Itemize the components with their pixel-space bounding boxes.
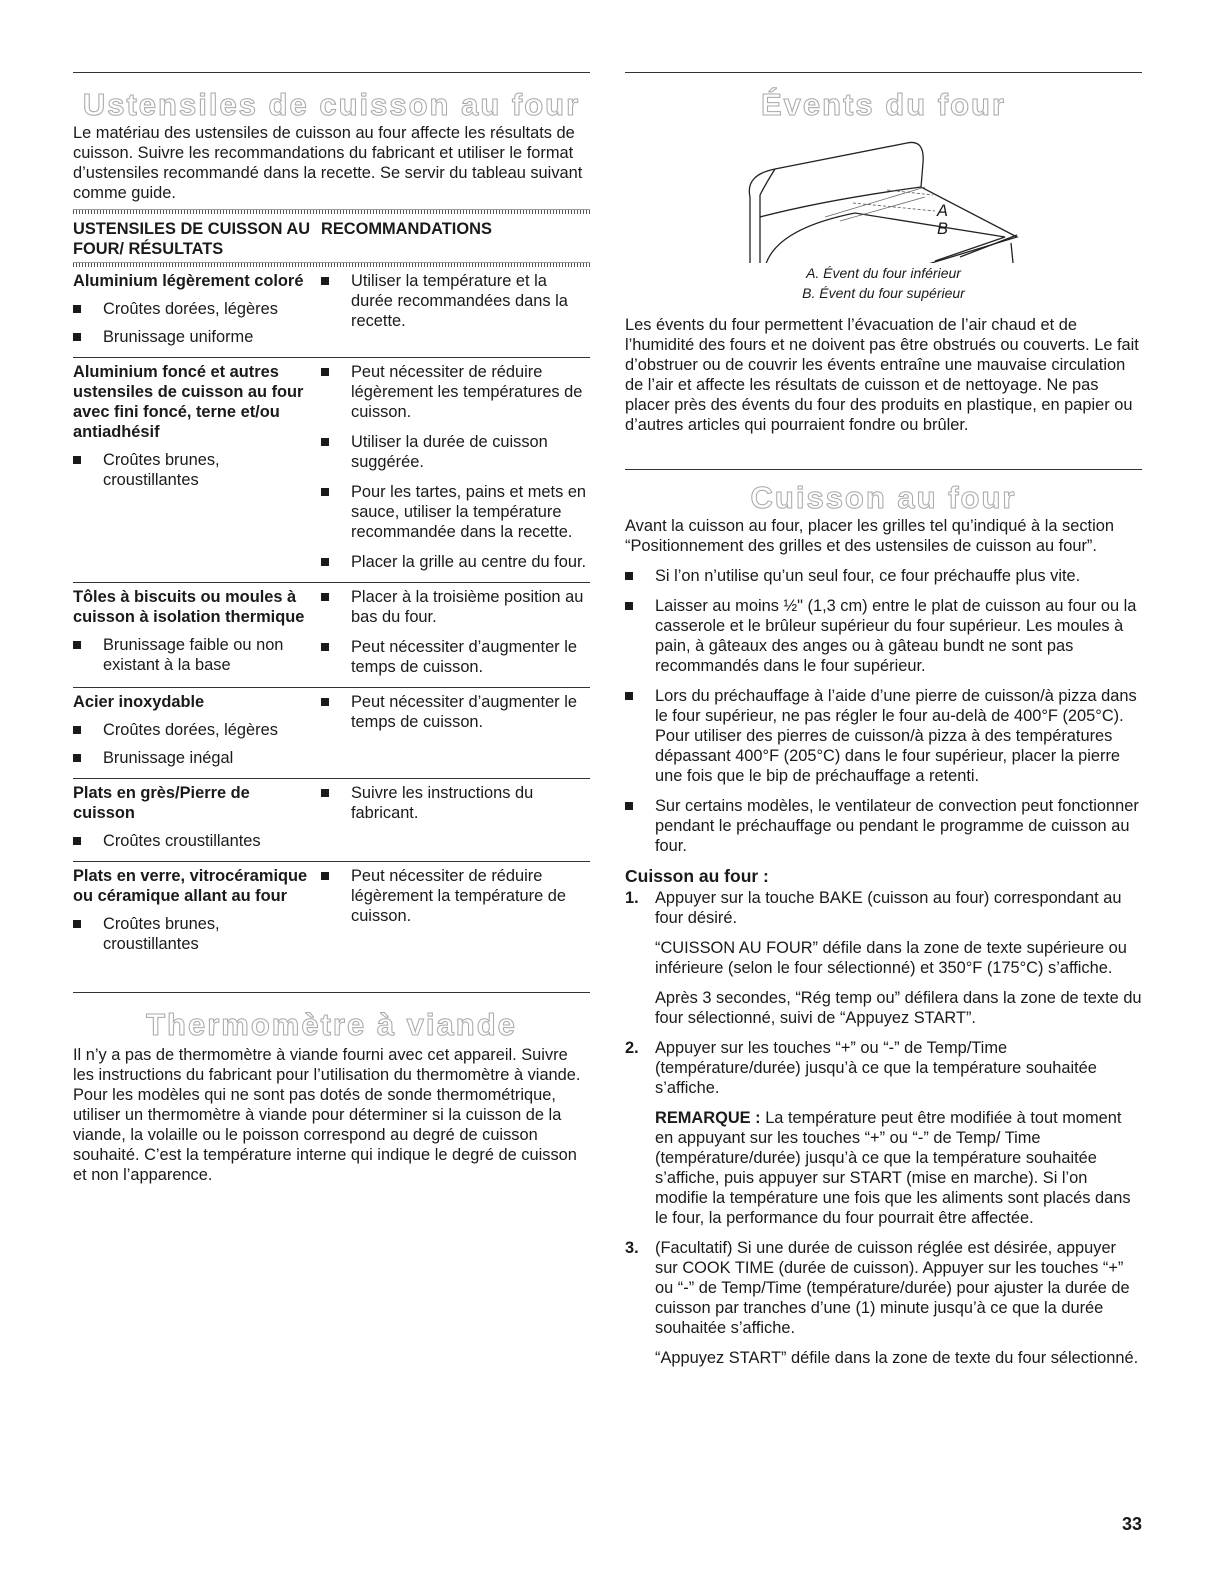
- result-item: Brunissage inégal: [73, 748, 313, 768]
- step-text: “CUISSON AU FOUR” défile dans la zone de texte supérieure ou inférieure (selon le four sélectionné) et 350°F (175°C) s’affiche.: [655, 939, 1127, 977]
- recommendation-item: Pour les tartes, pains et mets en sauce, utiliser la température recommandée dans la recette.: [321, 482, 590, 542]
- step-text: “Appuyez START” défile dans la zone de texte du four sélectionné.: [655, 1349, 1139, 1367]
- oven-vents-drawing: [625, 125, 1142, 263]
- thermometer-title: Thermomètre à viande: [146, 1007, 517, 1042]
- baking-step: [625, 888, 1142, 1028]
- result-item: Croûtes dorées, légères: [73, 299, 313, 319]
- result-item: Croûtes dorées, légères: [73, 720, 313, 740]
- step-text: (Facultatif) Si une durée de cuisson réglée est désirée, appuyer sur COOK TIME (durée de cuisson). Appuyer sur les touches “+” ou “-” de Temp/Time (température/durée) pour ajuster la durée de cuisson par tranches d’une (1) minute jusqu’à ce que la durée souhaitée s’affiche.: [655, 1239, 1130, 1337]
- cookware-name: Acier inoxydable: [73, 693, 205, 711]
- baking-steps: [625, 888, 1142, 1368]
- step-number: 3.: [625, 1239, 639, 1257]
- baking-bullet: Lors du préchauffage à l’aide d’une pierre de cuisson/à pizza dans le four supérieur, ne pas régler le four au-delà de 400°F (205°C). Pour utiliser des pierres de cuisson/à pizza à des températures dépassant 400°F (205°C) dans le four supérieur, placer la pierre une fois que le bip de préchauffage a retenti.: [625, 686, 1142, 786]
- oven-vents-illustration: [625, 125, 1142, 263]
- baking-step: [625, 1038, 1142, 1228]
- baking-bullet: Sur certains modèles, le ventilateur de convection peut fonctionner pendant le préchauffage ou pendant le programme de cuisson au four.: [625, 796, 1142, 856]
- baking-intro: Avant la cuisson au four, placer les grilles tel qu’indiqué à la section “Positionnement des grilles et des ustensiles de cuisson au four”.: [625, 517, 1114, 555]
- baking-bullet: Laisser au moins ½" (1,3 cm) entre le plat de cuisson au four ou la casserole et le brûleur supérieur du four supérieur. Les moules à pain, à gâteaux des anges ou à gâteau bundt ne sont pas recommandés dans le four supérieur.: [625, 596, 1142, 676]
- recommendation-cell: [321, 583, 590, 688]
- label-b: B: [937, 220, 948, 238]
- cookware-rows: [73, 267, 590, 964]
- cookware-cell: [73, 688, 321, 779]
- baking-title: Cuisson au four: [750, 480, 1017, 515]
- recommendation-item: Peut nécessiter de réduire légèrement les températures de cuisson.: [321, 362, 590, 422]
- col-header-cookware: USTENSILES DE CUISSON AU FOUR/ RÉSULTATS: [73, 220, 311, 258]
- section-rule: [625, 72, 1142, 73]
- cookware-cell: [73, 583, 321, 688]
- recommendation-cell: [321, 267, 590, 358]
- utensils-title: Ustensiles de cuisson au four: [82, 87, 581, 122]
- table-row: [73, 267, 590, 358]
- col-header-recommendations: RECOMMANDATIONS: [321, 220, 492, 238]
- baking-subhead: Cuisson au four :: [625, 866, 769, 886]
- recommendation-cell: [321, 688, 590, 779]
- recommendation-cell: [321, 862, 590, 965]
- baking-step: [625, 1238, 1142, 1368]
- left-column: [73, 0, 590, 1185]
- caption-a: A. Évent du four inférieur: [806, 265, 961, 281]
- step-note: [655, 1108, 1142, 1228]
- recommendation-item: Peut nécessiter d’augmenter le temps de cuisson.: [321, 637, 590, 677]
- recommendation-cell: [321, 358, 590, 583]
- recommendation-item: Placer la grille au centre du four.: [321, 552, 590, 572]
- section-rule: [625, 469, 1142, 470]
- recommendation-item: Suivre les instructions du fabricant.: [321, 783, 590, 823]
- recommendation-item: Utiliser la durée de cuisson suggérée.: [321, 432, 590, 472]
- section-rule: [73, 72, 590, 73]
- page-number: 33: [1121, 1514, 1142, 1534]
- vents-title: Évents du four: [760, 87, 1006, 122]
- cookware-cell: [73, 779, 321, 862]
- table-header-row: [73, 214, 590, 262]
- step-text: Appuyer sur la touche BAKE (cuisson au four) correspondant au four désiré.: [655, 889, 1122, 927]
- note-text: La température peut être modifiée à tout moment en appuyant sur les touches “+” ou “-” de Temp/ Time (température/durée) jusqu’à ce que la température souhaitée s’affiche, puis appuyer sur START (mise en marche). Si l’on modifie la température une fois que les aliments sont placés dans le four, la performance du four pourrait être affectée.: [655, 1109, 1131, 1227]
- note-label: REMARQUE :: [655, 1109, 761, 1127]
- right-column: [625, 0, 1142, 1368]
- recommendation-item: Placer à la troisième position au bas du four.: [321, 587, 590, 627]
- recommendation-item: Peut nécessiter de réduire légèrement la température de cuisson.: [321, 866, 590, 926]
- table-row: [73, 779, 590, 862]
- step-text: Après 3 secondes, “Rég temp ou” défilera dans la zone de texte du four sélectionné, suivi de “Appuyez START”.: [655, 989, 1142, 1027]
- label-a: A: [937, 202, 948, 220]
- cookware-name: Aluminium foncé et autres ustensiles de cuisson au four avec fini foncé, terne et/ou antiadhésif: [73, 363, 304, 441]
- baking-bullets: [625, 566, 1142, 856]
- recommendation-item: Utiliser la température et la durée recommandées dans la recette.: [321, 271, 590, 331]
- result-item: Brunissage faible ou non existant à la base: [73, 635, 313, 675]
- cookware-cell: [73, 862, 321, 965]
- table-row: [73, 583, 590, 688]
- vents-body: Les évents du four permettent l’évacuation de l’air chaud et de l’humidité des fours et ne doivent pas être obstrués ou couverts. Le fait d’obstruer ou de couvrir les évents entraîne une mauvaise circulation de l’air et affecte les résultats de cuisson et de nettoyage. Ne pas placer près des évents du four des produits en plastique, en papier ou d’autres articles qui pourraient fondre ou brûler.: [625, 316, 1139, 434]
- result-item: Croûtes brunes, croustillantes: [73, 914, 313, 954]
- table-row: [73, 688, 590, 779]
- result-item: Brunissage uniforme: [73, 327, 313, 347]
- cookware-name: Plats en grès/Pierre de cuisson: [73, 784, 250, 822]
- cookware-name: Tôles à biscuits ou moules à cuisson à isolation thermique: [73, 588, 305, 626]
- cookware-table: [73, 214, 590, 262]
- result-item: Croûtes brunes, croustillantes: [73, 450, 313, 490]
- cookware-name: Plats en verre, vitrocéramique ou céramique allant au four: [73, 867, 308, 905]
- table-row: [73, 862, 590, 965]
- baking-bullet: Si l’on n’utilise qu’un seul four, ce four préchauffe plus vite.: [625, 566, 1142, 586]
- caption-b: B. Évent du four supérieur: [802, 285, 965, 301]
- step-text: Appuyer sur les touches “+” ou “-” de Temp/Time (température/durée) jusqu’à ce que la température souhaitée s’affiche.: [655, 1039, 1097, 1097]
- section-rule: [73, 992, 590, 993]
- table-row: [73, 358, 590, 583]
- cookware-name: Aluminium légèrement coloré: [73, 272, 304, 290]
- thermometer-body: Il n’y a pas de thermomètre à viande fourni avec cet appareil. Suivre les instructions du fabricant pour l’utilisation du thermomètre à viande. Pour les modèles qui ne sont pas dotés de sonde thermométrique, utiliser un thermomètre à viande pour déterminer si la cuisson de la viande, la volaille ou le poisson correspond au degré de cuisson souhaité. C’est la température interne qui indique le degré de cuisson et non l’apparence.: [73, 1046, 581, 1184]
- step-number: 2.: [625, 1039, 639, 1057]
- recommendation-cell: [321, 779, 590, 862]
- result-item: Croûtes croustillantes: [73, 831, 313, 851]
- step-number: 1.: [625, 889, 639, 907]
- recommendation-item: Peut nécessiter d’augmenter le temps de cuisson.: [321, 692, 590, 732]
- cookware-cell: [73, 358, 321, 583]
- utensils-intro: Le matériau des ustensiles de cuisson au four affecte les résultats de cuisson. Suivre les recommandations du fabricant et utiliser le format d’ustensiles recommandé dans la recette. Se servir du tableau suivant comme guide.: [73, 124, 583, 202]
- cookware-cell: [73, 267, 321, 358]
